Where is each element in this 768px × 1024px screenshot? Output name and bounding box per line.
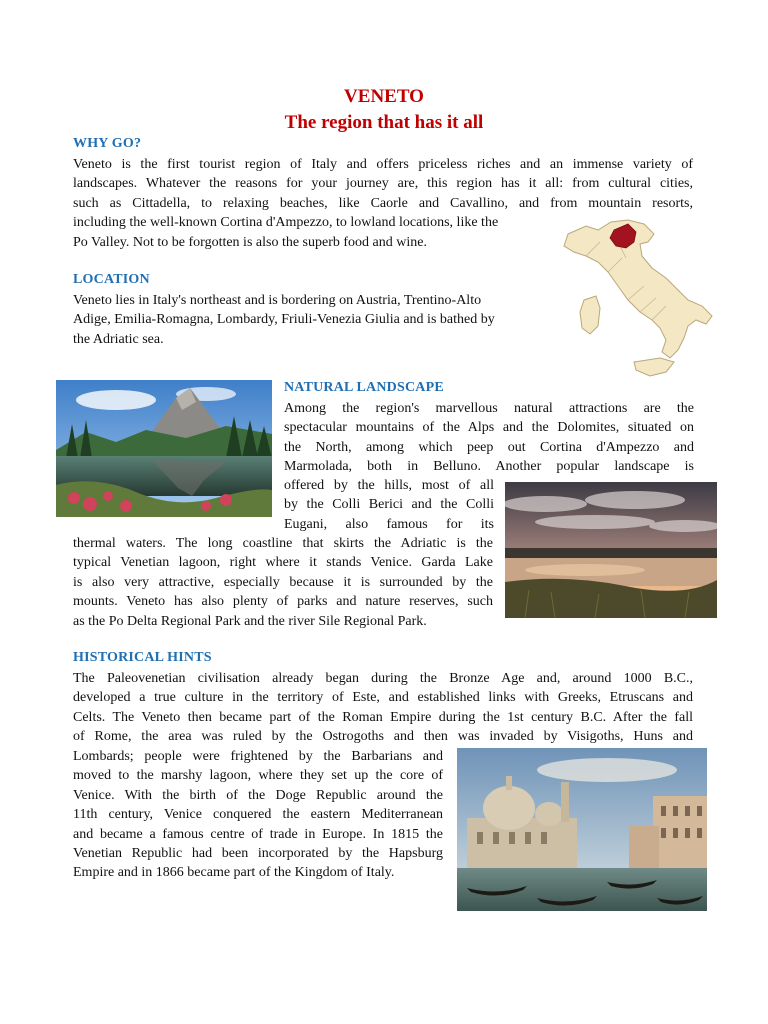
- text-line: Empire and in 1866 became part of the Kingdom of Italy.: [73, 865, 395, 881]
- text-line: including the well-known Cortina d'Ampezzo, to lowland locations, like the: [73, 215, 499, 231]
- text-line: Adige, Emilia-Romagna, Lombardy, Friuli-Venezia Giulia and is bathed by: [73, 312, 495, 328]
- page-title: VENETO: [344, 86, 424, 107]
- text-line: Veneto is the first tourist region of Italy and offers priceless riches and an immense variety of: [73, 157, 693, 172]
- text-line: The Paleovenetian civilisation already began during the Bronze Age and, around 1000 B.C.,: [73, 671, 693, 686]
- text-line: as the Po Delta Regional Park and the river Sile Regional Park.: [73, 613, 427, 629]
- text-line: landscapes. Whatever the reasons for your journey are, this region has it all: from cultural cities,: [73, 176, 693, 192]
- text-line: Venice. With the birth of the Doge Republic around the: [73, 787, 443, 803]
- text-line: Venetian Republic had been incorporated by the Hapsburg: [73, 846, 443, 862]
- text-line: by the Colli Berici and the Colli: [284, 497, 494, 513]
- paragraph-natural-2: [284, 476, 494, 534]
- text-line: such as Cittadella, to relaxing beaches, like Caorle and Cavallino, and from mountain resorts,: [73, 195, 693, 211]
- text-line: the North, among which peep out Cortina d'Ampezzo and: [284, 439, 694, 455]
- text-line: Lombards; people were frightened by the Barbarians and: [73, 749, 443, 764]
- text-line: Celts. The Veneto then became part of the Roman Empire during the 1st century B.C. After the fall: [73, 709, 693, 725]
- heading-location: LOCATION: [73, 272, 150, 287]
- text-line: Eugani, also famous for its: [284, 516, 494, 532]
- text-line: moved to the marshy lagoon, where they set up the core of: [73, 768, 443, 784]
- text-line: offered by the hills, most of all: [284, 478, 494, 493]
- text-line: Po Valley. Not to be forgotten is also the superb food and wine.: [73, 234, 427, 250]
- heading-why-go: WHY GO?: [73, 136, 142, 151]
- paragraph-natural-3: [73, 534, 493, 631]
- text-line: typical Venetian lagoon, right where it stands Venice. Garda Lake: [73, 555, 493, 571]
- paragraph-location: [73, 291, 543, 349]
- text-line: Marmolada, both in Belluno. Another popular landscape is: [284, 459, 694, 475]
- text-line: the Adriatic sea.: [73, 331, 164, 347]
- text-line: 11th century, Venice conquered the eastern Mediterranean: [73, 807, 443, 823]
- text-line: Veneto lies in Italy's northeast and is bordering on Austria, Trentino-Alto: [73, 293, 482, 308]
- heading-historical-hints: HISTORICAL HINTS: [73, 650, 212, 665]
- text-line: of Rome, the area was ruled by the Ostrogoths and then was invaded by Visigoths, Huns and: [73, 729, 693, 745]
- dolomites-lake-image: [56, 380, 272, 517]
- paragraph-natural-1: [284, 399, 694, 477]
- text-line: thermal waters. The long coastline that skirts the Adriatic is the: [73, 536, 493, 551]
- heading-natural-landscape: NATURAL LANDSCAPE: [284, 380, 444, 395]
- lagoon-sunset-image: [505, 482, 717, 618]
- text-line: developed a true culture in the territory of Este, and established links with Greeks, Etruscans and: [73, 690, 693, 706]
- text-line: spectacular mountains of the Alps and the Dolomites, situated on: [284, 420, 694, 436]
- text-line: is also very attractive, especially because it is surrounded by the: [73, 574, 493, 590]
- italy-map-image: [556, 212, 716, 382]
- text-line: mounts. Veneto has also plenty of parks and nature reserves, such: [73, 594, 493, 610]
- text-line: and became a famous centre of trade in Europe. In 1815 the: [73, 826, 443, 842]
- paragraph-history-2: [73, 747, 443, 883]
- paragraph-history-1: [73, 669, 693, 747]
- page-subtitle: The region that has it all: [284, 112, 484, 133]
- text-line: Among the region's marvellous natural attractions are the: [284, 401, 694, 416]
- venice-grand-canal-image: [457, 748, 707, 911]
